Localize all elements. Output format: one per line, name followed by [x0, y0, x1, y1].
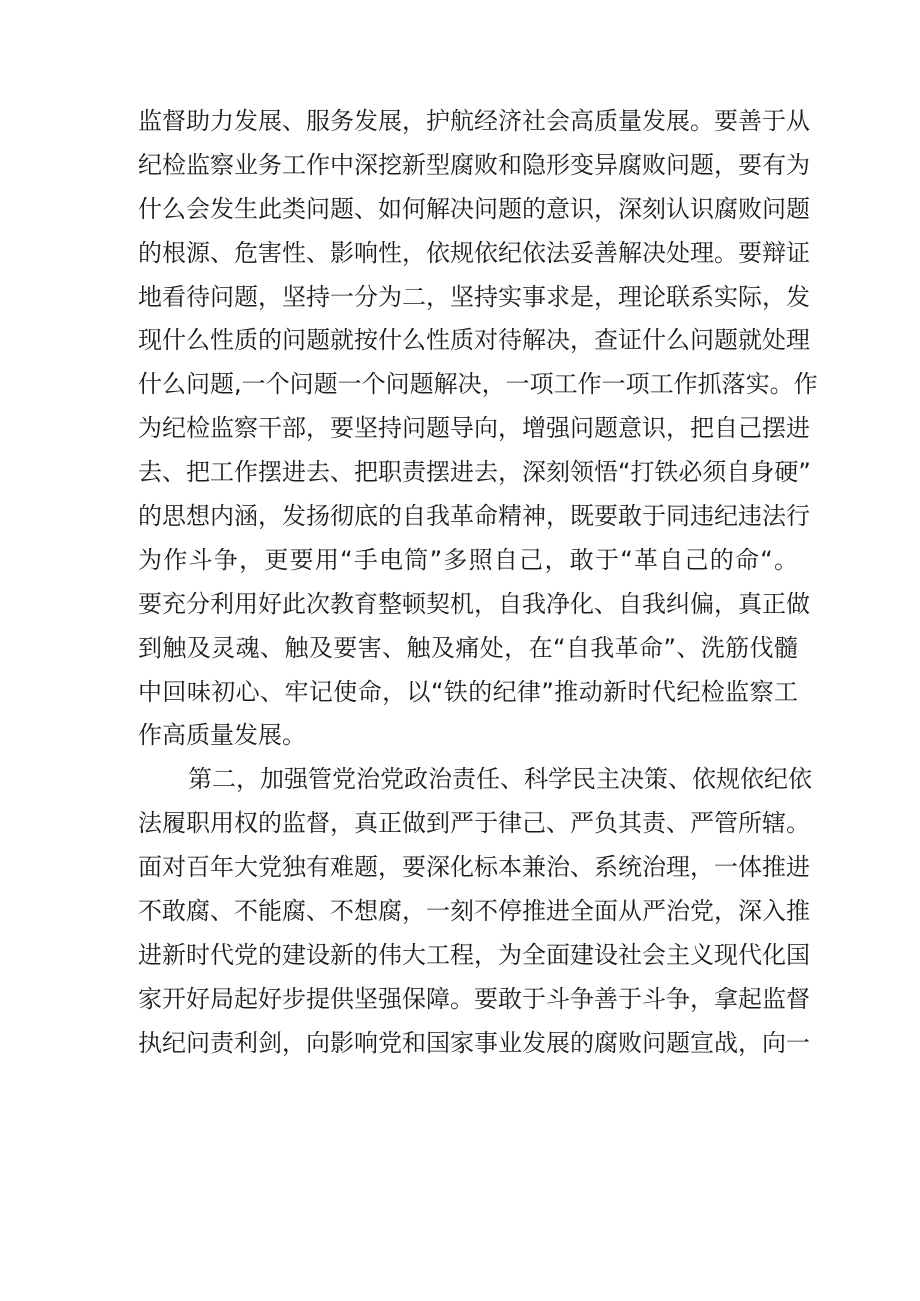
- text-line: 的思想内涵，发扬彻底的自我革命精神，既要敢于同违纪违法行: [138, 502, 810, 531]
- text-line: 不敢腐、不能腐、不想腐，一刻不停推进全面从严治党，深入推: [138, 897, 810, 926]
- text-line: 监督助力发展、服务发展，护航经济社会高质量发展。要善于从: [138, 107, 810, 135]
- text-line: 到触及灵魂、触及要害、触及痛处，在“自我革命”、洗筋伐髓: [138, 633, 798, 662]
- paragraph-2: [138, 758, 812, 1065]
- text-line: 执纪问责利剑，向影响党和国家事业发展的腐败问题宣战，向一: [138, 1028, 810, 1057]
- text-line: 面对百年大党独有难题，要深化标本兼治、系统治理，一体推进: [138, 853, 810, 882]
- text-line: 法履职用权的监督，真正做到严于律己、严负其责、严管所辖。: [138, 809, 810, 838]
- paragraph-1: [138, 100, 818, 758]
- text-line: 地看待问题，坚持一分为二，坚持实事求是，理论联系实际，发: [138, 282, 810, 311]
- text-line: 进新时代党的建设新的伟大工程，为全面建设社会主义现代化国: [138, 940, 810, 969]
- text-line: 作高质量发展。: [138, 721, 306, 750]
- text-line: 的根源、危害性、影响性，依规依纪依法妥善解决处理。要辩证: [138, 238, 810, 267]
- text-line: 什么会发生此类问题、如何解决问题的意识，深刻认识腐败问题: [138, 194, 810, 223]
- text-line: 为作斗争，更要用“手电筒”多照自己，敢于“革自己的命“。: [138, 545, 798, 574]
- text-line: 中回味初心、牢记使命，以“铁的纪律”推动新时代纪检监察工: [138, 677, 798, 706]
- text-line: 要充分利用好此次教育整顿契机，自我净化、自我纠偏，真正做: [138, 589, 810, 618]
- body-text: [138, 100, 818, 1066]
- text-line: 去、把工作摆进去、把职责摆进去，深刻领悟“打铁必须自身硬”: [138, 458, 811, 487]
- text-line: 为纪检监察干部，要坚持问题导向，增强问题意识，把自己摆进: [138, 414, 810, 443]
- text-line: 什么问题,一个问题一个问题解决，一项工作一项工作抓落实。作: [138, 370, 818, 399]
- text-line: 纪检监察业务工作中深挖新型腐败和隐形变异腐败问题，要有为: [138, 150, 810, 179]
- text-line: 现什么性质的问题就按什么性质对待解决，查证什么问题就处理: [138, 326, 810, 355]
- text-line: 第二，加强管党治党政治责任、科学民主决策、依规依纪依: [188, 765, 812, 794]
- text-line: 家开好局起好步提供坚强保障。要敢于斗争善于斗争，拿起监督: [138, 984, 810, 1013]
